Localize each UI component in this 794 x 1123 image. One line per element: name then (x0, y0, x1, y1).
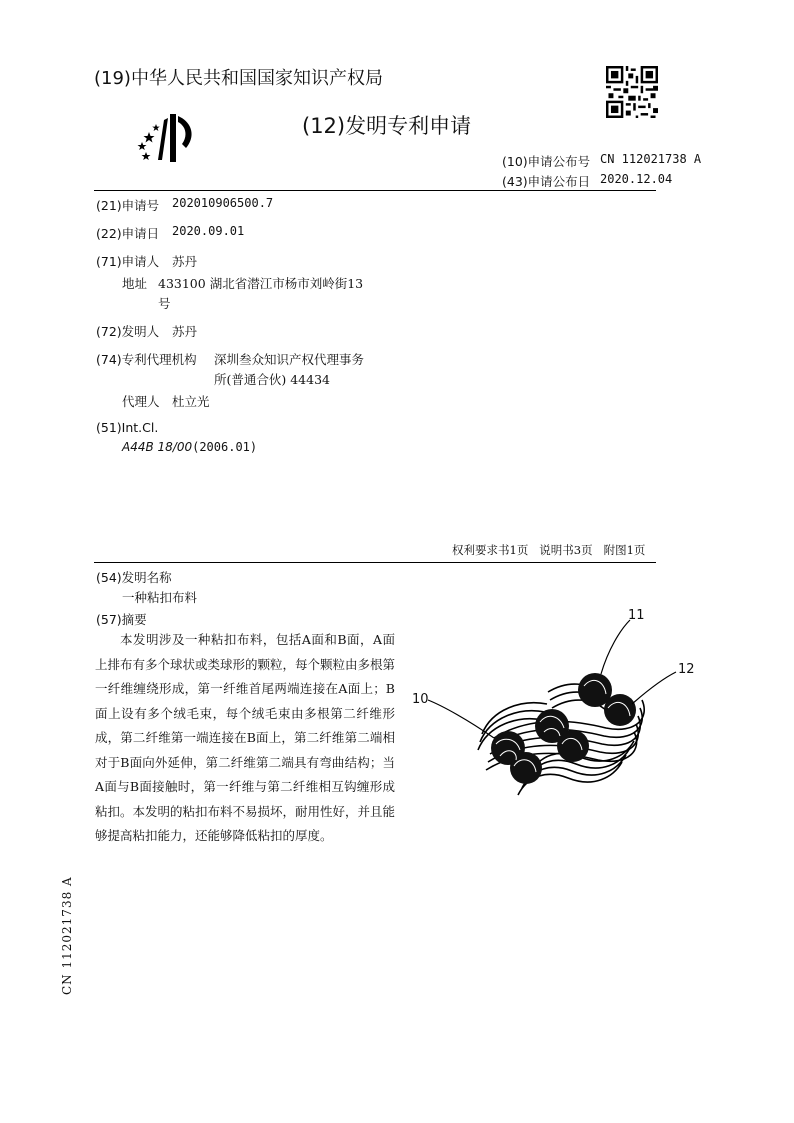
mid-rule (94, 562, 656, 563)
figure-label-12: 12 (678, 662, 695, 677)
address-line-1: 433100 湖北省潜江市杨市刘岭街13 (158, 276, 364, 291)
inventor: 苏丹 (172, 324, 198, 339)
agency-line-2: 所(普通合伙) 44434 (214, 372, 330, 387)
abstract-text: 本发明涉及一种粘扣布料，包括A面和B面，A面上排布有多个球状或类球形的颗粒，每个颗粒由多根第一纤维缠绕形成，第一纤维首尾两端连接在A面上；B面上设有多个绒毛束，每个绒毛束由多根第二纤维形成，第二纤维第一端连接在B面上，第二纤维第二端相对于B面向外延伸，第二纤维第二端具有弯曲结构；当A面与B面接触时，第一纤维与第二纤维相互钩缠形成粘扣。本发明的粘扣布料不易损坏，耐用性好，并且能够提高粘扣能力，还能够降低粘扣的厚度。 (95, 632, 396, 843)
qr-code (606, 66, 658, 118)
ipc-label: (51)Int.Cl. (96, 420, 159, 435)
agency-line-1: 深圳叁众知识产权代理事务 (214, 352, 365, 367)
agent-label: 代理人 (122, 394, 160, 409)
application-number-label: (21)申请号 (96, 198, 160, 213)
ipc-version: (2006.01) (192, 440, 258, 454)
publication-date-label: (43)申请公布日 (502, 174, 591, 189)
agent: 杜立光 (172, 394, 210, 409)
qr-code-icon (606, 66, 658, 118)
application-date: 2020.09.01 (172, 224, 245, 238)
cnipa-logo (132, 108, 204, 166)
abstract-figure (408, 600, 708, 820)
cnipa-emblem-icon (132, 108, 204, 166)
header-rule (94, 190, 656, 191)
page-counts: 权利要求书1页 说明书3页 附图1页 (452, 543, 646, 557)
inventor-label: (72)发明人 (96, 324, 160, 339)
abstract-label: (57)摘要 (96, 612, 147, 627)
applicant: 苏丹 (172, 254, 198, 269)
address-line-2: 号 (158, 296, 171, 311)
title-label: (54)发明名称 (96, 570, 172, 585)
ipc-classification (122, 440, 257, 454)
applicant-label: (71)申请人 (96, 254, 160, 269)
application-date-label: (22)申请日 (96, 226, 160, 241)
invention-title: 一种粘扣布料 (122, 590, 198, 605)
office-name: (19)中华人民共和国国家知识产权局 (94, 68, 383, 89)
figure-label-10: 10 (412, 692, 429, 707)
figure-label-11: 11 (628, 608, 645, 623)
velcro-fabric-drawing (408, 600, 708, 820)
application-number: 202010906500.7 (172, 196, 274, 210)
document-type: (12)发明专利申请 (302, 114, 472, 138)
side-publication-number: CN 112021738 A (60, 876, 74, 995)
ipc-code: A44B 18/00 (122, 440, 193, 454)
publication-date: 2020.12.04 (600, 172, 673, 186)
publication-number-label: (10)申请公布号 (502, 154, 591, 169)
agency-label: (74)专利代理机构 (96, 352, 197, 367)
address-label: 地址 (122, 276, 148, 291)
publication-number: CN 112021738 A (600, 152, 702, 166)
